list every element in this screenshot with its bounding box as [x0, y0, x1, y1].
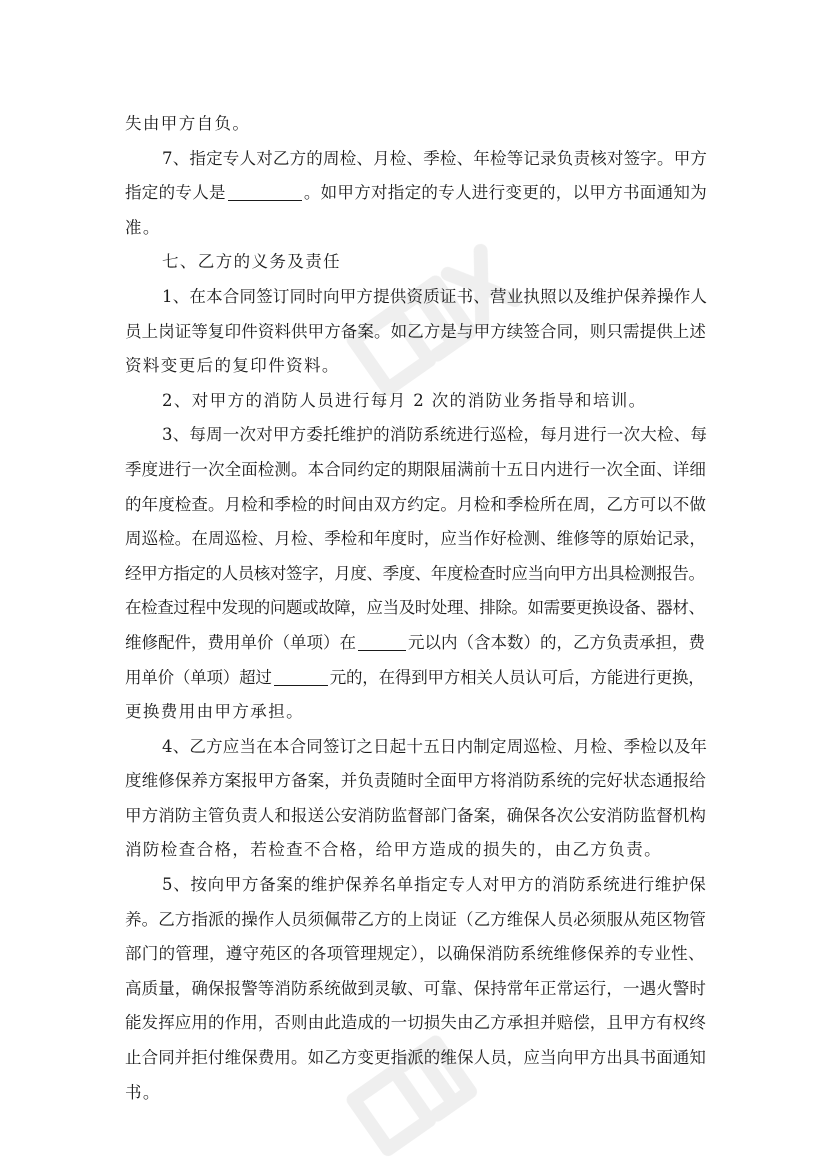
text-line: 消防检查合格，若检查不合格，给甲方造成的损失的，由乙方负责。: [125, 840, 662, 860]
text-line: 指定的专人是 。如甲方对指定的专人进行变更的，以甲方书面通知为: [125, 183, 708, 203]
text-line: 书。: [125, 1082, 161, 1102]
text-line: 养。乙方指派的操作人员须佩带乙方的上岗证（乙方维保人员必须服从苑区物管: [125, 909, 706, 929]
section-heading: 七、乙方的义务及责任: [162, 252, 341, 272]
text-line: 经甲方指定的人员核对签字，月度、季度、年度检查时应当向甲方出具检测报告。: [125, 563, 705, 583]
text-line: 用单价（单项）超过 元的，在得到甲方相关人员认可后，方能进行更换，: [125, 667, 705, 687]
text-line: 维修配件，费用单价（单项）在 元以内（含本数）的，乙方负责承担，费: [125, 632, 705, 652]
document-body: [125, 107, 707, 1110]
text-line: 止合同并拒付维保费用。如乙方变更指派的维保人员，应当向甲方出具书面通知: [125, 1048, 706, 1068]
text-line: 3、每周一次对甲方委托维护的消防系统进行巡检，每月进行一次大检、每: [162, 425, 708, 445]
text-line: 资料变更后的复印件资料。: [125, 356, 340, 376]
text-line: 1、在本合同签订同时向甲方提供资质证书、营业执照以及维护保养操作人: [162, 286, 708, 306]
text-line: 甲方消防主管负责人和报送公安消防监督部门备案，确保各次公安消防监督机构: [125, 805, 706, 825]
text-line: 的年度检查。月检和季检的时间由双方约定。月检和季检所在周，乙方可以不做: [125, 494, 706, 514]
text-line: 员上岗证等复印件资料供甲方备案。如乙方是与甲方续签合同，则只需提供上述: [125, 321, 706, 341]
fill-in-blank[interactable]: [358, 631, 406, 651]
text-line: 2、对甲方的消防人员进行每月 2 次的消防业务指导和培训。: [162, 390, 647, 410]
text-line: 在检查过程中发现的问题或故障，应当及时处理、排除。如需要更换设备、器材、: [125, 598, 705, 618]
text-line: 高质量，确保报警等消防系统做到灵敏、可靠、保持常年正常运行，一遇火警时: [125, 978, 706, 998]
fill-in-blank[interactable]: [228, 181, 302, 201]
text-line: 7、指定专人对乙方的周检、月检、季检、年检等记录负责核对签字。甲方: [162, 148, 708, 168]
text-line: 更换费用由甲方承担。: [125, 702, 304, 722]
fill-in-blank[interactable]: [274, 666, 328, 686]
text-line: 季度进行一次全面检测。本合同约定的期限届满前十五日内进行一次全面、详细: [125, 459, 706, 479]
text-line: 周巡检。在周巡检、月检、季检和年度时，应当作好检测、维修等的原始记录，: [125, 529, 706, 549]
text-line: 5、按向甲方备案的维护保养名单指定专人对甲方的消防系统进行维护保: [162, 875, 707, 895]
text-line: 度维修保养方案报甲方备案，并负责随时全面甲方将消防系统的完好状态通报给: [125, 771, 706, 791]
text-line: 部门的管理，遵守苑区的各项管理规定），以确保消防系统维修保养的专业性、: [125, 944, 705, 964]
text-line: 准。: [125, 217, 161, 237]
text-line: 失由甲方自负。: [125, 114, 251, 133]
text-line: 4、乙方应当在本合同签订之日起十五日内制定周巡检、月检、季检以及年: [162, 736, 708, 756]
text-line: 能发挥应用的作用，否则由此造成的一切损失由乙方承担并赔偿，且甲方有权终: [125, 1013, 706, 1033]
